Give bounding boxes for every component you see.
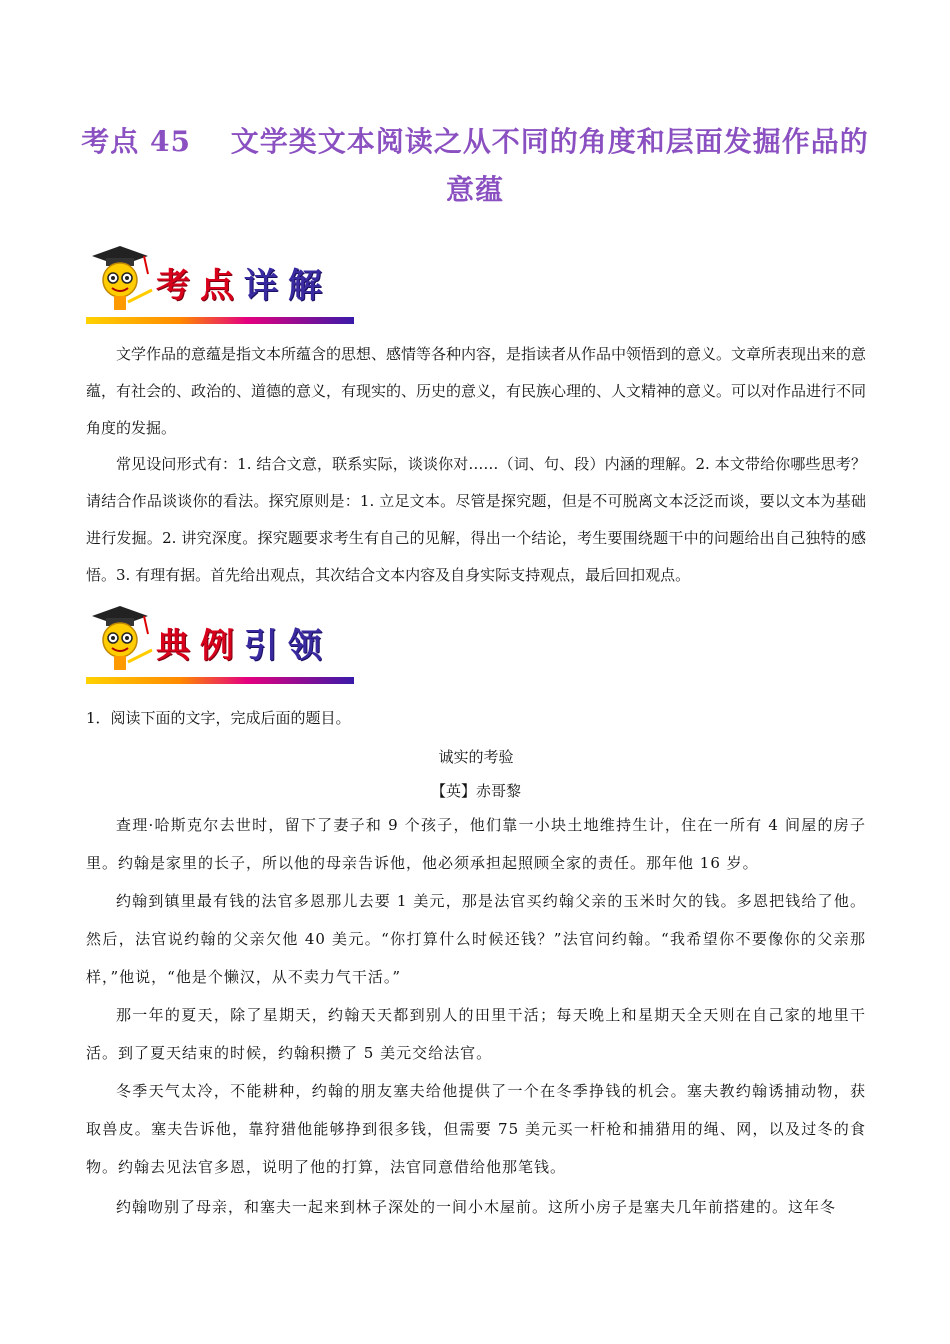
- author-name: 赤哥黎: [476, 782, 522, 800]
- story-author: [86, 780, 866, 801]
- story-paragraph: 冬季天气太冷，不能耕种，约翰的朋友塞夫给他提供了一个在冬季挣钱的机会。塞夫教约翰诱捕动物，获取兽皮。塞夫告诉他，靠狩猎他能够挣到很多钱，但需要 75 美元买一杆枪和捕猎用的绳、网，以及过冬的食物。约翰去见法官多恩，说明了他的打算，法官同意借给他那笔钱。: [86, 1082, 866, 1176]
- story-paragraph: 那一年的夏天，除了星期天，约翰天天都到别人的田里干活；每天晚上和星期天全天则在自己家的地里干活。到了夏天结束的时候，约翰积攒了 5 美元交给法官。: [86, 1006, 866, 1062]
- banner-label-part-2: 详解: [244, 266, 332, 306]
- banner-label: [156, 618, 332, 667]
- detail-paragraph-2: 常见设问形式有：1. 结合文意，联系实际，谈谈你对……（词、句、段）内涵的理解。2. 本文带给你哪些思考？请结合作品谈谈你的看法。探究原则是：1. 立足文本。尽管是探究题，但是不可脱离文本泛泛而谈，要以文本为基础进行发掘。2. 讲究深度。探究题要求考生有自己的见解，得出一个结论，考生要围绕题干中的问题给出自己独特的感悟。3. 有理有据。首先给出观点，其次结合文本内容及自身实际支持观点，最后回扣观点。: [86, 455, 866, 584]
- page-title: [80, 118, 870, 214]
- story-paragraph: 约翰吻别了母亲，和塞夫一起来到林子深处的一间小木屋前。这所小房子是塞夫几年前搭建的。这年冬: [116, 1198, 837, 1216]
- banner-underline: [86, 677, 354, 684]
- banner-label-part-1: 考点: [156, 266, 244, 306]
- section-banner-detail: [86, 244, 356, 324]
- scholar-mascot-icon: [86, 244, 158, 320]
- page-title-line-2: 意蕴: [445, 173, 504, 206]
- banner-label: [156, 258, 332, 307]
- detail-paragraph-1: 文学作品的意蕴是指文本所蕴含的思想、感情等各种内容，是指读者从作品中领悟到的意义。文章所表现出来的意蕴，有社会的、政治的、道德的意义，有现实的、历史的意义，有民族心理的、人文精神的意义。可以对作品进行不同角度的发掘。: [86, 345, 867, 437]
- question-prompt: 1．阅读下面的文字，完成后面的题目。: [86, 709, 351, 727]
- banner-label-part-1: 典例: [156, 626, 244, 666]
- banner-label-part-2: 引领: [244, 626, 332, 666]
- story-title: 诚实的考验: [438, 748, 514, 766]
- banner-underline: [86, 317, 354, 324]
- page-title-line-1: 考点 45 文学类文本阅读之从不同的角度和层面发掘作品的: [81, 125, 869, 158]
- story-paragraph: 查理·哈斯克尔去世时，留下了妻子和 9 个孩子，他们靠一小块土地维持生计，住在一所有 4 间屋的房子里。约翰是家里的长子，所以他的母亲告诉他，他必须承担起照顾全家的责任。那年他 16 岁。: [86, 816, 866, 872]
- scholar-mascot-icon: [86, 604, 158, 680]
- section-banner-example: [86, 604, 356, 684]
- story-paragraph: 约翰到镇里最有钱的法官多恩那儿去要 1 美元，那是法官买约翰父亲的玉米时欠的钱。多恩把钱给了他。然后，法官说约翰的父亲欠他 40 美元。“你打算什么时候还钱？”法官问约翰。“我希望你不要像你的父亲那样，”他说，“他是个懒汉，从不卖力气干活。”: [86, 892, 866, 986]
- author-nationality: 【英】: [430, 782, 476, 800]
